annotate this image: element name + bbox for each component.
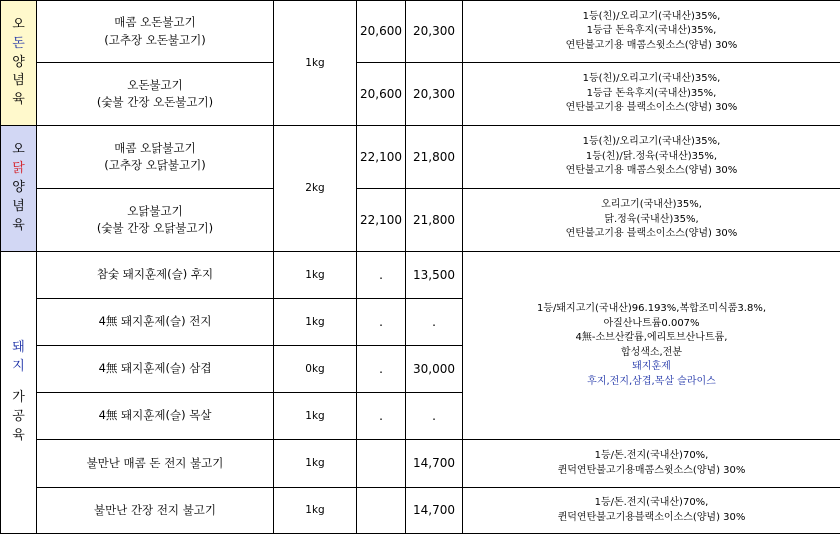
table-row [1, 126, 840, 189]
price-cell: 22,100 [357, 126, 406, 189]
price-cell: . [357, 299, 406, 346]
price-cell: 21,800 [406, 126, 463, 189]
ingredient-desc: 1등(친)/오리고기(국내산)35%, 1등급 돈육후지(국내산)35%, 연탄불고기용 매콤스윗소스(양념) 30% [463, 1, 840, 63]
table-row [1, 63, 840, 126]
table-row [1, 252, 840, 299]
price-cell: . [357, 393, 406, 440]
table-row [1, 488, 840, 534]
product-name: 4無 돼지훈제(슬) 삼겹 [37, 346, 274, 393]
product-name: 불만난 매콤 돈 전지 불고기 [37, 440, 274, 488]
ingredient-desc: 오리고기(국내산)35%, 닭.정육(국내산)35%, 연탄불고기용 블랙소이소스(양념) 30% [463, 189, 840, 252]
table-row [1, 1, 840, 63]
ingredient-desc: 1등/돈.전지(국내산)70%, 퀸덕연탄불고기용블랙소이소스(양념) 30% [463, 488, 840, 534]
price-cell: 30,000 [406, 346, 463, 393]
product-name: 매콤 오닭불고기 (고추장 오닭불고기) [37, 126, 274, 189]
weight-cell: 1kg [274, 440, 357, 488]
price-cell: 22,100 [357, 189, 406, 252]
product-name: 불만난 간장 전지 불고기 [37, 488, 274, 534]
weight-cell: 1kg [274, 1, 357, 126]
price-cell: 13,500 [406, 252, 463, 299]
price-cell: 20,600 [357, 1, 406, 63]
price-cell: . [406, 393, 463, 440]
price-cell: 20,600 [357, 63, 406, 126]
price-cell: 20,300 [406, 63, 463, 126]
category-odak: 오 닭 양 념 육 [1, 126, 37, 252]
product-name: 오닭불고기 (숯불 간장 오닭불고기) [37, 189, 274, 252]
ingredient-desc: 1등/돈.전지(국내산)70%, 퀸덕연탄불고기용매콤스윗소스(양념) 30% [463, 440, 840, 488]
weight-cell: 1kg [274, 488, 357, 534]
price-cell: 21,800 [406, 189, 463, 252]
table-row [1, 440, 840, 488]
product-name: 매콤 오돈불고기 (고추장 오돈불고기) [37, 1, 274, 63]
ingredient-desc: 1등(친)/오리고기(국내산)35%, 1등급 돈육후지(국내산)35%, 연탄불고기용 블랙소이소스(양념) 30% [463, 63, 840, 126]
product-name: 참숯 돼지훈제(슬) 후지 [37, 252, 274, 299]
product-name: 오돈불고기 (숯불 간장 오돈불고기) [37, 63, 274, 126]
price-cell: . [406, 299, 463, 346]
weight-cell: 2kg [274, 126, 357, 252]
smoked-pork-desc: 1등/돼지고기(국내산)96.193%,복합조미식품3.8%, 아질산나트륨0.007% 4無-소브산칼륨,에리토브산나트륨, 합성색소,전분 돼지훈제 후지,전지,삼겹,목살 슬라이스 [463, 252, 840, 440]
weight-cell: 1kg [274, 393, 357, 440]
price-cell: . [357, 252, 406, 299]
price-cell: . [357, 346, 406, 393]
price-cell [357, 488, 406, 534]
weight-cell: 1kg [274, 299, 357, 346]
price-cell: 14,700 [406, 440, 463, 488]
price-cell: 14,700 [406, 488, 463, 534]
price-cell [357, 440, 406, 488]
weight-cell: 1kg [274, 252, 357, 299]
price-cell: 20,300 [406, 1, 463, 63]
weight-cell: 0kg [274, 346, 357, 393]
category-pork: 돼 지 가 공 육 [1, 252, 37, 534]
category-odon: 오 돈 양 념 육 [1, 1, 37, 126]
table-row [1, 189, 840, 252]
product-name: 4無 돼지훈제(슬) 전지 [37, 299, 274, 346]
product-name: 4無 돼지훈제(슬) 목살 [37, 393, 274, 440]
ingredient-desc: 1등(친)/오리고기(국내산)35%, 1등(친)/닭.정육(국내산)35%, 연탄불고기용 매콤스윗소스(양념) 30% [463, 126, 840, 189]
